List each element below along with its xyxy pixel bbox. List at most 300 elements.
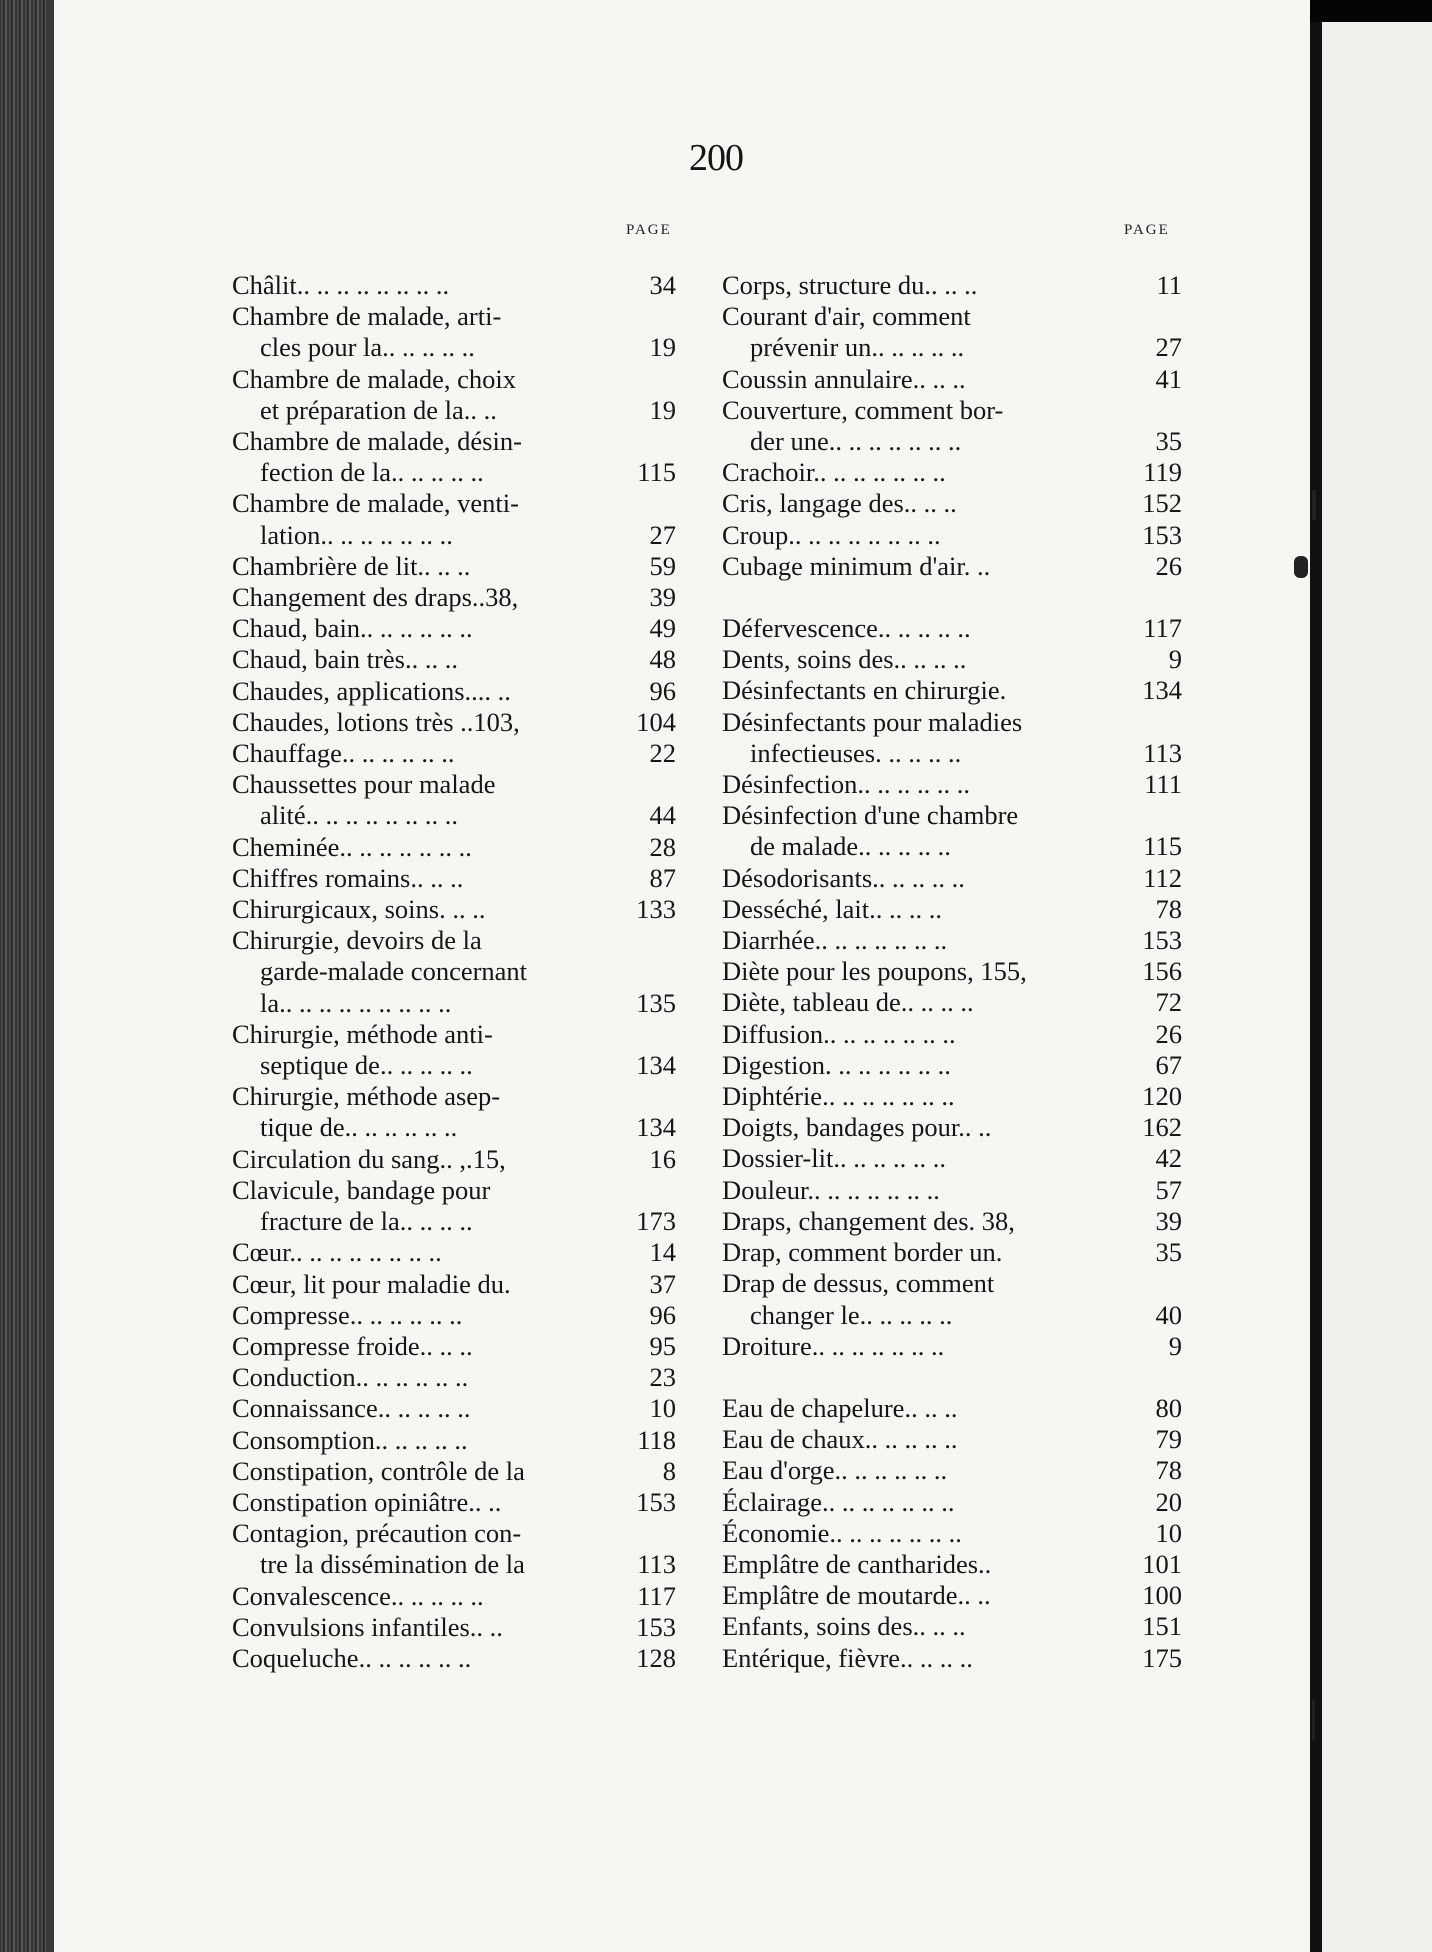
index-entry bbox=[722, 894, 1182, 925]
entry-line: Drap, comment border un. bbox=[722, 1237, 1003, 1268]
entry-text bbox=[722, 1081, 1130, 1112]
entry-line: Chambrière de lit.. .. .. bbox=[232, 550, 471, 581]
entry-page-number: 72 bbox=[1155, 987, 1182, 1018]
entry-line: Eau de chaux.. .. .. .. .. bbox=[722, 1424, 958, 1455]
entry-text bbox=[722, 1175, 1144, 1206]
entry-line: Chirurgie, devoirs de la bbox=[232, 925, 482, 956]
entry-line: Coussin annulaire.. .. .. bbox=[722, 363, 966, 394]
entry-page-number: 151 bbox=[1142, 1611, 1182, 1642]
entry-page-number: 8 bbox=[662, 1455, 676, 1486]
entry-page-number: 111 bbox=[1144, 769, 1182, 800]
paper-blemish bbox=[1294, 556, 1308, 578]
entry-line: Désinfectants pour maladies bbox=[722, 706, 1023, 737]
entry-line: Désinfection.. .. .. .. .. .. bbox=[722, 769, 971, 800]
entry-line: Défervescence.. .. .. .. .. bbox=[722, 613, 971, 644]
entry-page-number: 133 bbox=[636, 894, 676, 925]
entry-line: Dossier-lit.. .. .. .. .. .. bbox=[722, 1143, 946, 1174]
entry-text bbox=[232, 1300, 638, 1331]
entry-page-number: 113 bbox=[1143, 737, 1182, 768]
section-gap bbox=[722, 582, 1182, 613]
index-entry bbox=[722, 1643, 1182, 1674]
entry-page-number: 27 bbox=[1155, 332, 1182, 363]
entry-line: fracture de la.. .. .. .. bbox=[260, 1206, 473, 1237]
entry-line: Diffusion.. .. .. .. .. .. .. bbox=[722, 1018, 956, 1049]
entry-page-number: 37 bbox=[649, 1268, 676, 1299]
entry-text bbox=[722, 457, 1131, 488]
entry-text bbox=[232, 1237, 638, 1268]
entry-page-number: 153 bbox=[1142, 519, 1182, 550]
index-entry bbox=[232, 1269, 676, 1300]
entry-line: fection de la.. .. .. .. .. bbox=[260, 457, 484, 488]
entry-page-number: 119 bbox=[1143, 457, 1182, 488]
index-entry bbox=[722, 457, 1182, 488]
entry-line: Corps, structure du.. .. .. bbox=[722, 270, 978, 300]
index-entry bbox=[722, 1331, 1182, 1362]
entry-line: Diète, tableau de.. .. .. .. bbox=[722, 987, 974, 1018]
entry-line: Chirurgie, méthode anti- bbox=[232, 1018, 493, 1049]
entry-line: Doigts, bandages pour.. .. bbox=[722, 1112, 992, 1143]
entry-text bbox=[232, 1175, 624, 1237]
entry-page-number: 134 bbox=[636, 1112, 676, 1143]
entry-text bbox=[722, 987, 1144, 1018]
book-spine-edge bbox=[0, 0, 46, 1952]
index-entry bbox=[722, 1112, 1182, 1143]
index-entry bbox=[722, 1268, 1182, 1330]
entry-text bbox=[232, 925, 624, 1019]
index-entry bbox=[722, 364, 1182, 395]
paper-blemish bbox=[1312, 1700, 1315, 1740]
entry-page-number: 78 bbox=[1155, 893, 1182, 924]
entry-line: Dents, soins des.. .. .. .. bbox=[722, 644, 967, 675]
entry-text bbox=[232, 1456, 638, 1487]
entry-text bbox=[232, 769, 638, 831]
entry-line: Croup.. .. .. .. .. .. .. .. bbox=[722, 519, 941, 550]
entry-line: Chaud, bain très.. .. .. bbox=[232, 644, 458, 675]
index-column-left bbox=[232, 270, 676, 1674]
index-entry bbox=[232, 1300, 676, 1331]
entry-line: Chiffres romains.. .. .. bbox=[232, 862, 464, 893]
index-entry bbox=[232, 1237, 676, 1268]
entry-page-number: 16 bbox=[649, 1143, 676, 1174]
entry-text bbox=[722, 1518, 1144, 1549]
entry-text bbox=[232, 863, 638, 894]
entry-text bbox=[722, 395, 1144, 457]
entry-line: de malade.. .. .. .. .. bbox=[750, 831, 951, 862]
entry-page-number: 27 bbox=[649, 519, 676, 550]
entry-text bbox=[722, 551, 1144, 582]
index-entry bbox=[722, 1580, 1182, 1611]
entry-line: Chaussettes pour malade bbox=[232, 769, 496, 800]
entry-line: la.. .. .. .. .. .. .. .. .. bbox=[260, 987, 452, 1018]
entry-page-number: 11 bbox=[1156, 270, 1182, 300]
index-entry bbox=[232, 1425, 676, 1456]
index-entry bbox=[232, 301, 676, 363]
index-entry bbox=[722, 956, 1182, 987]
entry-page-number: 35 bbox=[1155, 426, 1182, 457]
index-entry bbox=[232, 769, 676, 831]
entry-text bbox=[232, 676, 638, 707]
entry-page-number: 19 bbox=[649, 394, 676, 425]
entry-page-number: 20 bbox=[1155, 1486, 1182, 1517]
entry-page-number: 96 bbox=[649, 675, 676, 706]
entry-text bbox=[722, 800, 1131, 862]
index-entry bbox=[722, 675, 1182, 706]
index-entry bbox=[722, 1549, 1182, 1580]
entry-line: Emplâtre de cantharides.. bbox=[722, 1548, 992, 1579]
entry-page-number: 95 bbox=[649, 1330, 676, 1361]
entry-page-number: 26 bbox=[1155, 1018, 1182, 1049]
index-entry bbox=[232, 613, 676, 644]
entry-line: Douleur.. .. .. .. .. .. .. bbox=[722, 1174, 940, 1205]
entry-line: Cris, langage des.. .. .. bbox=[722, 488, 957, 519]
entry-line: Chaudes, lotions très ..103, bbox=[232, 706, 520, 737]
index-entry bbox=[232, 1518, 676, 1580]
entry-line: garde-malade concernant bbox=[260, 956, 528, 987]
index-entry bbox=[232, 1581, 676, 1612]
entry-text bbox=[232, 1581, 625, 1612]
entry-line: prévenir un.. .. .. .. .. bbox=[750, 332, 965, 363]
entry-line: Chambre de malade, désin- bbox=[232, 426, 522, 457]
entry-page-number: 79 bbox=[1155, 1424, 1182, 1455]
entry-page-number: 156 bbox=[1142, 956, 1182, 987]
entry-line: Eau d'orge.. .. .. .. .. .. bbox=[722, 1455, 948, 1486]
entry-page-number: 9 bbox=[1168, 644, 1182, 675]
entry-page-number: 173 bbox=[636, 1206, 676, 1237]
index-entry bbox=[722, 1611, 1182, 1642]
index-entry bbox=[232, 676, 676, 707]
entry-page-number: 9 bbox=[1168, 1330, 1182, 1361]
entry-text bbox=[722, 1424, 1144, 1455]
entry-line: cles pour la.. .. .. .. .. bbox=[260, 332, 475, 363]
entry-page-number: 39 bbox=[649, 582, 676, 613]
entry-page-number: 118 bbox=[637, 1424, 676, 1455]
entry-line: tre la dissémination de la bbox=[260, 1549, 525, 1580]
entry-line: Circulation du sang.. ,.15, bbox=[232, 1143, 506, 1174]
entry-page-number: 117 bbox=[1143, 613, 1182, 644]
entry-text bbox=[232, 1518, 625, 1580]
entry-text bbox=[722, 769, 1132, 800]
index-entry bbox=[722, 1175, 1182, 1206]
entry-text bbox=[722, 1549, 1130, 1580]
index-entry bbox=[722, 270, 1182, 301]
entry-line: Draps, changement des. 38, bbox=[722, 1205, 1015, 1236]
entry-page-number: 42 bbox=[1155, 1143, 1182, 1174]
entry-line: Chambre de malade, arti- bbox=[232, 301, 502, 332]
entry-text bbox=[232, 582, 638, 613]
entry-line: infectieuses. .. .. .. .. bbox=[750, 737, 962, 768]
entry-line: Désodorisants.. .. .. .. .. bbox=[722, 862, 965, 893]
index-entry bbox=[722, 1019, 1182, 1050]
entry-text bbox=[232, 1331, 638, 1362]
entry-text bbox=[722, 1206, 1144, 1237]
entry-line: Chauffage.. .. .. .. .. .. bbox=[232, 738, 455, 769]
entry-line: Cubage minimum d'air. .. bbox=[722, 550, 991, 581]
entry-page-number: 134 bbox=[1142, 675, 1182, 706]
entry-text bbox=[722, 364, 1144, 395]
entry-line: alité.. .. .. .. .. .. .. .. bbox=[260, 800, 458, 831]
index-entry bbox=[232, 1175, 676, 1237]
entry-page-number: 134 bbox=[636, 1050, 676, 1081]
entry-page-number: 39 bbox=[1155, 1205, 1182, 1236]
index-entry bbox=[232, 426, 676, 488]
entry-line: lation.. .. .. .. .. .. .. bbox=[260, 519, 453, 550]
entry-text bbox=[722, 1643, 1130, 1674]
entry-line: Compresse.. .. .. .. .. .. bbox=[232, 1299, 463, 1330]
entry-page-number: 135 bbox=[636, 987, 676, 1018]
entry-text bbox=[232, 738, 638, 769]
page-gutter bbox=[1310, 0, 1322, 1952]
entry-text bbox=[232, 1643, 624, 1674]
entry-text bbox=[232, 551, 638, 582]
entry-line: Desséché, lait.. .. .. .. bbox=[722, 893, 943, 924]
entry-page-number: 104 bbox=[636, 706, 676, 737]
entry-text bbox=[232, 1425, 625, 1456]
entry-line: Crachoir.. .. .. .. .. .. .. bbox=[722, 457, 946, 488]
index-entry bbox=[232, 863, 676, 894]
entry-text bbox=[232, 1144, 638, 1175]
entry-text bbox=[722, 644, 1144, 675]
entry-line: Chambre de malade, choix bbox=[232, 363, 517, 394]
entry-page-number: 10 bbox=[649, 1393, 676, 1424]
index-entry bbox=[232, 738, 676, 769]
entry-line: Chirurgicaux, soins. .. .. bbox=[232, 894, 486, 925]
index-entry bbox=[232, 832, 676, 863]
entry-text bbox=[722, 520, 1130, 551]
entry-page-number: 44 bbox=[649, 800, 676, 831]
entry-text bbox=[722, 1019, 1144, 1050]
entry-text bbox=[722, 925, 1130, 956]
entry-text bbox=[232, 894, 624, 925]
entry-text bbox=[232, 644, 638, 675]
entry-line: Châlit.. .. .. .. .. .. .. .. bbox=[232, 270, 450, 300]
page-number: 200 bbox=[689, 137, 743, 179]
index-entry bbox=[722, 987, 1182, 1018]
entry-line: Enfants, soins des.. .. .. bbox=[722, 1611, 966, 1642]
entry-text bbox=[232, 1393, 638, 1424]
index-entry bbox=[722, 1455, 1182, 1486]
entry-line: Cheminée.. .. .. .. .. .. .. bbox=[232, 831, 472, 862]
entry-line: Constipation opiniâtre.. .. bbox=[232, 1486, 502, 1517]
index-entry bbox=[232, 1362, 676, 1393]
entry-line: Coqueluche.. .. .. .. .. .. bbox=[232, 1642, 472, 1673]
index-entry bbox=[722, 1393, 1182, 1424]
index-entry bbox=[722, 1050, 1182, 1081]
entry-page-number: 153 bbox=[636, 1611, 676, 1642]
entry-text bbox=[722, 1143, 1144, 1174]
entry-page-number: 40 bbox=[1155, 1299, 1182, 1330]
index-entry bbox=[232, 1393, 676, 1424]
index-entry bbox=[232, 1331, 676, 1362]
entry-text bbox=[232, 613, 638, 644]
index-entry bbox=[722, 520, 1182, 551]
entry-page-number: 67 bbox=[1155, 1049, 1182, 1080]
index-entry bbox=[722, 1424, 1182, 1455]
entry-text bbox=[232, 707, 624, 738]
entry-line: septique de.. .. .. .. .. bbox=[260, 1050, 473, 1081]
entry-page-number: 57 bbox=[1155, 1174, 1182, 1205]
entry-line: Compresse froide.. .. .. bbox=[232, 1330, 473, 1361]
index-entry bbox=[722, 551, 1182, 582]
entry-text bbox=[232, 1081, 624, 1143]
entry-text bbox=[722, 863, 1131, 894]
entry-line: Diète pour les poupons, 155, bbox=[722, 956, 1027, 987]
entry-line: Changement des draps..38, bbox=[232, 582, 519, 613]
entry-page-number: 14 bbox=[649, 1237, 676, 1268]
entry-line: Économie.. .. .. .. .. .. .. bbox=[722, 1517, 962, 1548]
entry-line: Drap de dessus, comment bbox=[722, 1268, 995, 1299]
entry-line: Désinfection d'une chambre bbox=[722, 800, 1019, 831]
entry-page-number: 34 bbox=[649, 270, 676, 300]
index-column-right bbox=[722, 270, 1182, 1674]
index-entry bbox=[722, 488, 1182, 519]
entry-page-number: 23 bbox=[649, 1362, 676, 1393]
entry-line: Droiture.. .. .. .. .. .. .. bbox=[722, 1330, 945, 1361]
entry-text bbox=[722, 1237, 1144, 1268]
entry-text bbox=[722, 1580, 1130, 1611]
index-entry bbox=[722, 800, 1182, 862]
entry-text bbox=[232, 1269, 638, 1300]
index-entry bbox=[232, 1487, 676, 1518]
entry-line: Chaud, bain.. .. .. .. .. .. bbox=[232, 613, 473, 644]
entry-line: Conduction.. .. .. .. .. .. bbox=[232, 1362, 469, 1393]
entry-line: Contagion, précaution con- bbox=[232, 1518, 522, 1549]
entry-line: der une.. .. .. .. .. .. .. bbox=[750, 426, 962, 457]
entry-line: Clavicule, bandage pour bbox=[232, 1174, 491, 1205]
entry-page-number: 128 bbox=[636, 1642, 676, 1673]
entry-page-number: 59 bbox=[649, 550, 676, 581]
index-entry bbox=[232, 488, 676, 550]
entry-text bbox=[232, 364, 638, 426]
index-entry bbox=[722, 925, 1182, 956]
entry-line: Consomption.. .. .. .. .. bbox=[232, 1424, 468, 1455]
entry-page-number: 112 bbox=[1143, 862, 1182, 893]
entry-page-number: 22 bbox=[649, 738, 676, 769]
entry-page-number: 113 bbox=[637, 1549, 676, 1580]
entry-line: Cœur.. .. .. .. .. .. .. .. bbox=[232, 1237, 442, 1268]
entry-page-number: 26 bbox=[1155, 550, 1182, 581]
entry-page-number: 120 bbox=[1142, 1081, 1182, 1112]
entry-line: Éclairage.. .. .. .. .. .. .. bbox=[722, 1486, 955, 1517]
entry-text bbox=[722, 894, 1144, 925]
index-entry bbox=[232, 364, 676, 426]
entry-text bbox=[722, 613, 1131, 644]
index-entry bbox=[722, 707, 1182, 769]
index-entry bbox=[232, 551, 676, 582]
entry-text bbox=[232, 301, 638, 363]
section-gap bbox=[722, 1362, 1182, 1393]
entry-line: Diphtérie.. .. .. .. .. .. .. bbox=[722, 1081, 955, 1112]
entry-text bbox=[722, 488, 1130, 519]
entry-page-number: 87 bbox=[649, 862, 676, 893]
entry-line: Connaissance.. .. .. .. .. bbox=[232, 1393, 471, 1424]
entry-text bbox=[722, 675, 1130, 706]
scan-border bbox=[1310, 0, 1432, 22]
index-entry bbox=[232, 1019, 676, 1081]
entry-line: Chambre de malade, venti- bbox=[232, 488, 519, 519]
entry-text bbox=[722, 956, 1130, 987]
entry-text bbox=[232, 1612, 624, 1643]
entry-line: changer le.. .. .. .. .. bbox=[750, 1299, 953, 1330]
entry-page-number: 115 bbox=[637, 457, 676, 488]
index-entry bbox=[232, 894, 676, 925]
entry-page-number: 100 bbox=[1142, 1580, 1182, 1611]
entry-line: Désinfectants en chirurgie. bbox=[722, 675, 1007, 706]
page-column-header-right: PAGE bbox=[1124, 222, 1170, 238]
index-entry bbox=[722, 301, 1182, 363]
entry-page-number: 175 bbox=[1142, 1642, 1182, 1673]
entry-text bbox=[722, 1050, 1144, 1081]
entry-page-number: 78 bbox=[1155, 1455, 1182, 1486]
entry-line: Chaudes, applications.... .. bbox=[232, 675, 511, 706]
entry-text bbox=[722, 1393, 1144, 1424]
entry-page-number: 153 bbox=[1142, 925, 1182, 956]
entry-line: Cœur, lit pour maladie du. bbox=[232, 1268, 511, 1299]
entry-text bbox=[722, 1487, 1144, 1518]
entry-text bbox=[232, 1487, 624, 1518]
index-entry bbox=[232, 1144, 676, 1175]
entry-page-number: 48 bbox=[649, 644, 676, 675]
index-entry bbox=[232, 925, 676, 1019]
entry-text bbox=[232, 832, 638, 863]
entry-line: Eau de chapelure.. .. .. bbox=[722, 1392, 958, 1423]
entry-page-number: 10 bbox=[1155, 1517, 1182, 1548]
entry-text bbox=[722, 1268, 1144, 1330]
entry-page-number: 80 bbox=[1155, 1392, 1182, 1423]
index-entry bbox=[232, 644, 676, 675]
index-entry bbox=[722, 1487, 1182, 1518]
entry-text bbox=[722, 270, 1144, 301]
entry-text bbox=[232, 488, 638, 550]
entry-line: Entérique, fièvre.. .. .. .. bbox=[722, 1642, 973, 1673]
index-entry bbox=[232, 707, 676, 738]
entry-text bbox=[232, 1362, 638, 1393]
entry-page-number: 152 bbox=[1142, 488, 1182, 519]
entry-page-number: 28 bbox=[649, 831, 676, 862]
entry-page-number: 96 bbox=[649, 1299, 676, 1330]
entry-text bbox=[722, 1611, 1130, 1642]
entry-line: Emplâtre de moutarde.. .. bbox=[722, 1580, 991, 1611]
index-entry bbox=[722, 1237, 1182, 1268]
entry-line: Courant d'air, comment bbox=[722, 301, 971, 332]
entry-line: Convulsions infantiles.. .. bbox=[232, 1611, 503, 1642]
index-entry bbox=[232, 1081, 676, 1143]
index-entry bbox=[722, 1518, 1182, 1549]
index-entry bbox=[722, 644, 1182, 675]
index-entry bbox=[232, 1643, 676, 1674]
entry-page-number: 101 bbox=[1142, 1548, 1182, 1579]
entry-text bbox=[722, 707, 1131, 769]
entry-text bbox=[722, 1112, 1130, 1143]
page-column-header-left: PAGE bbox=[626, 222, 672, 238]
entry-text bbox=[722, 301, 1144, 363]
paper-blemish bbox=[1312, 490, 1316, 520]
index-entry bbox=[232, 1612, 676, 1643]
entry-page-number: 35 bbox=[1155, 1237, 1182, 1268]
entry-page-number: 49 bbox=[649, 613, 676, 644]
page-edge-shadow bbox=[46, 0, 54, 1952]
index-entry bbox=[722, 1143, 1182, 1174]
index-entry bbox=[232, 270, 676, 301]
entry-page-number: 19 bbox=[649, 332, 676, 363]
entry-page-number: 115 bbox=[1143, 831, 1182, 862]
entry-text bbox=[722, 1331, 1144, 1362]
entry-line: Chirurgie, méthode asep- bbox=[232, 1081, 501, 1112]
index-entry bbox=[722, 395, 1182, 457]
entry-text bbox=[232, 270, 638, 301]
entry-page-number: 153 bbox=[636, 1486, 676, 1517]
index-entry bbox=[232, 1456, 676, 1487]
index-entry bbox=[722, 1081, 1182, 1112]
